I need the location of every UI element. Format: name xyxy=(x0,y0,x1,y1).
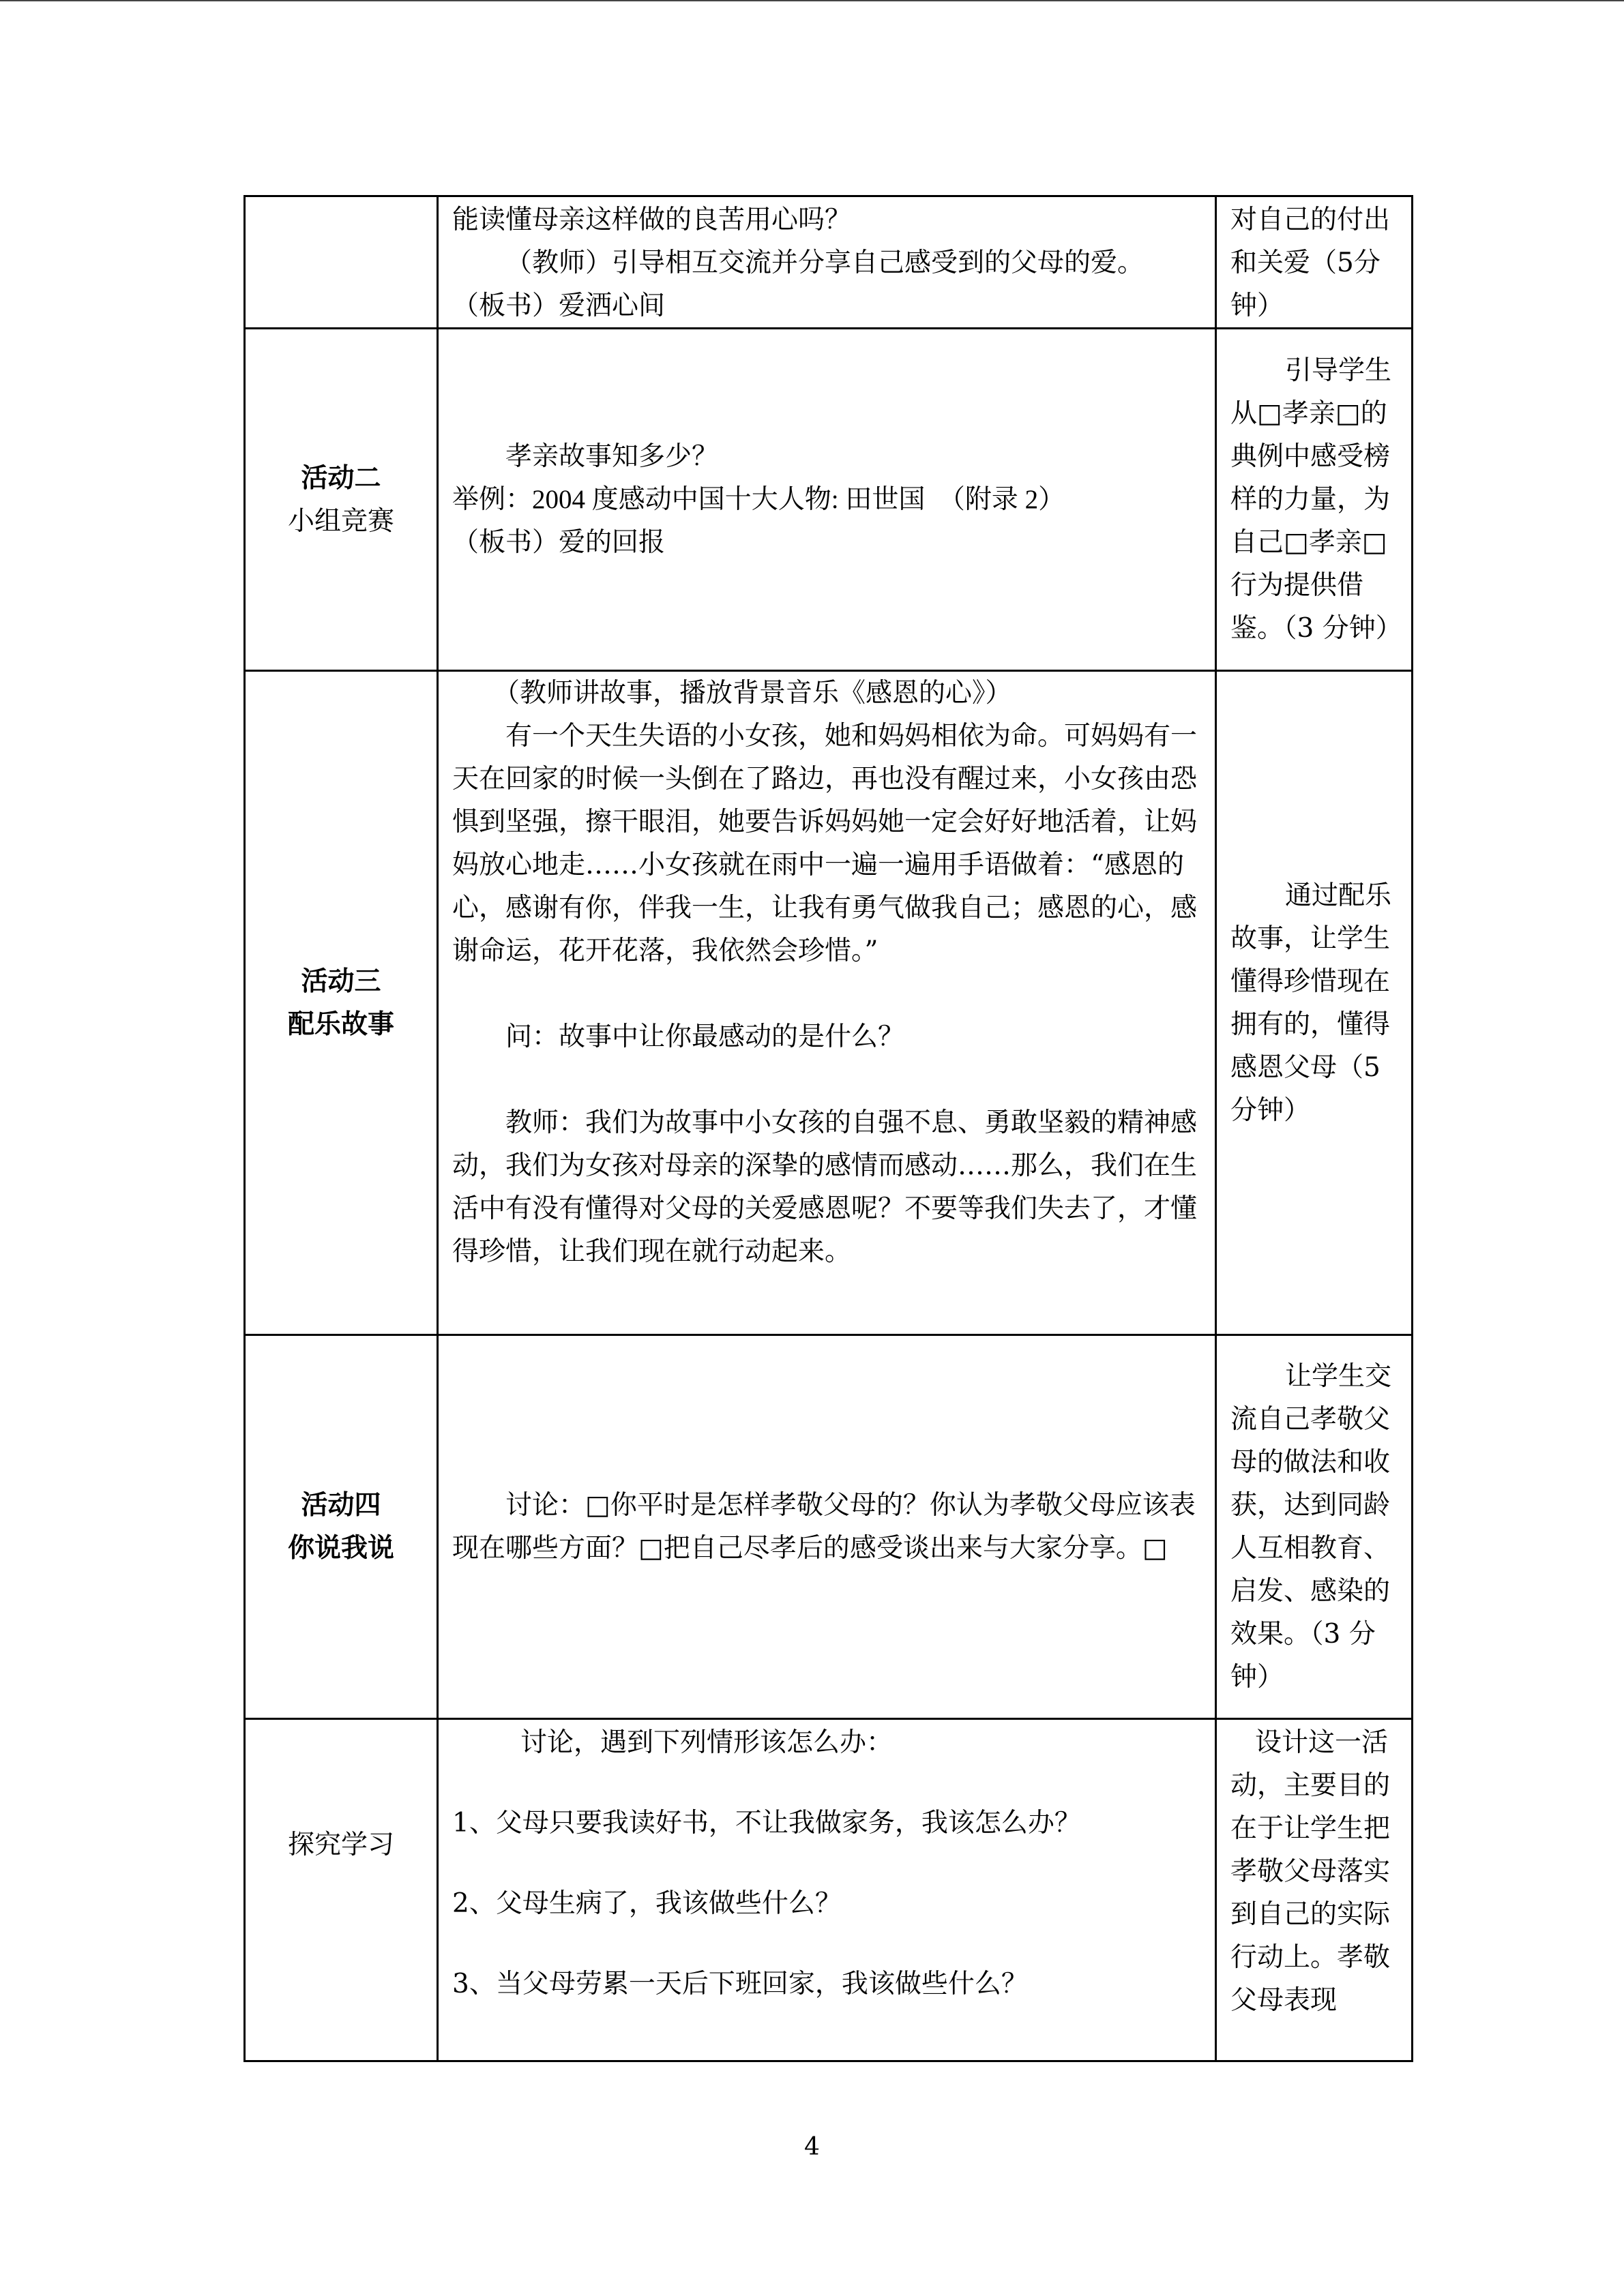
content-line: 2、父母生病了，我该做些什么？ xyxy=(452,1888,842,1919)
activity-label-cell xyxy=(245,1719,438,2061)
activity-subtitle: 配乐故事 xyxy=(287,1008,394,1040)
purpose-cell xyxy=(1216,1335,1413,1719)
purpose-text: 设计这一活动，主要目的在于让学生把孝敬父母落实到自己的实际行动上。孝敬父母表现 xyxy=(1230,1727,1391,2016)
content-line: 举例：2004 度感动中国十大人物: 田世国 （附录 2） xyxy=(452,485,1065,514)
content-line: 能读懂母亲这样做的良苦用心吗？ xyxy=(452,205,852,235)
table-row xyxy=(245,671,1413,1335)
activity-content-cell xyxy=(438,671,1216,1335)
activity-content-cell xyxy=(438,329,1216,671)
activity-title: 活动四 xyxy=(301,1489,381,1521)
activity-content-cell xyxy=(438,1335,1216,1719)
table-row xyxy=(245,196,1413,329)
purpose-text: 对自己的付出和关爱（5分钟） xyxy=(1230,205,1391,321)
content-line: （板书）爱的回报 xyxy=(452,527,666,558)
content-line: （教师）引导相互交流并分享自己感受到的父母的爱。 xyxy=(505,248,1145,278)
activity-subtitle: 你说我说 xyxy=(287,1532,394,1564)
page-number: 4 xyxy=(804,2133,820,2161)
content-line: （教师讲故事，播放背景音乐《感恩的心》） xyxy=(493,678,1012,709)
activity-label-cell xyxy=(245,1335,438,1719)
content-line: 问：故事中让你最感动的是什么？ xyxy=(505,1022,905,1052)
content-line: （板书）爱洒心间 xyxy=(452,290,666,321)
purpose-cell xyxy=(1216,1719,1413,2061)
purpose-text: 引导学生从□孝亲□的典例中感受榜样的力量，为自己□孝亲□行为提供借鉴。（3 分钟） xyxy=(1230,355,1402,644)
page-top-border xyxy=(0,0,1624,1)
lesson-plan-table xyxy=(243,195,1413,2062)
purpose-cell xyxy=(1216,671,1413,1335)
purpose-text: 让学生交流自己孝敬父母的做法和收获，达到同龄人互相教育、启发、感染的效果。（3 分钟） xyxy=(1230,1361,1392,1693)
content-line: 讨论：□你平时是怎样孝敬父母的？你认为孝敬父母应该表现在哪些方面？□把自己尽孝后的感受谈出来与大家分享。□ xyxy=(452,1490,1196,1564)
table-row xyxy=(245,1335,1413,1719)
activity-label-cell xyxy=(245,671,438,1335)
activity-subtitle: 小组竞赛 xyxy=(287,505,394,537)
content-line: 3、当父母劳累一天后下班回家，我该做些什么？ xyxy=(452,1969,1028,1999)
purpose-cell xyxy=(1216,329,1413,671)
content-line: 1、父母只要我读好书，不让我做家务，我该怎么办？ xyxy=(452,1808,1081,1838)
activity-title: 活动三 xyxy=(301,965,381,997)
table-row xyxy=(245,329,1413,671)
table-row xyxy=(245,1719,1413,2061)
activity-title: 活动二 xyxy=(301,462,381,494)
purpose-text: 通过配乐故事，让学生懂得珍惜现在拥有的，懂得感恩父母（5 分钟） xyxy=(1230,880,1392,1126)
activity-content-cell xyxy=(438,196,1216,329)
purpose-cell xyxy=(1216,196,1413,329)
activity-content-cell xyxy=(438,1719,1216,2061)
content-line: 讨论，遇到下列情形该怎么办： xyxy=(520,1727,894,1758)
activity-title: 探究学习 xyxy=(287,1830,394,1860)
content-line: 孝亲故事知多少？ xyxy=(505,441,719,472)
content-line: 教师：我们为故事中小女孩的自强不息、勇敢坚毅的精神感动，我们为女孩对母亲的深挚的感情而感动……那么，我们在生活中有没有懂得对父母的关爱感恩呢？不要等我们失去了，才懂得珍惜，让我们现在就行动起来。 xyxy=(452,1107,1198,1267)
activity-label-cell xyxy=(245,329,438,671)
content-line: 有一个天生失语的小女孩，她和妈妈相依为命。可妈妈有一天在回家的时候一头倒在了路边，再也没有醒过来，小女孩由恐惧到坚强，擦干眼泪，她要告诉妈妈她一定会好好地活着，让妈妈放心地走……小女孩就在雨中一遍一遍用手语做着：“感恩的心，感谢有你，伴我一生，让我有勇气做我自己；感恩的心，感谢命运，花开花落，我依然会珍惜。” xyxy=(452,721,1198,966)
activity-label-cell xyxy=(245,196,438,329)
